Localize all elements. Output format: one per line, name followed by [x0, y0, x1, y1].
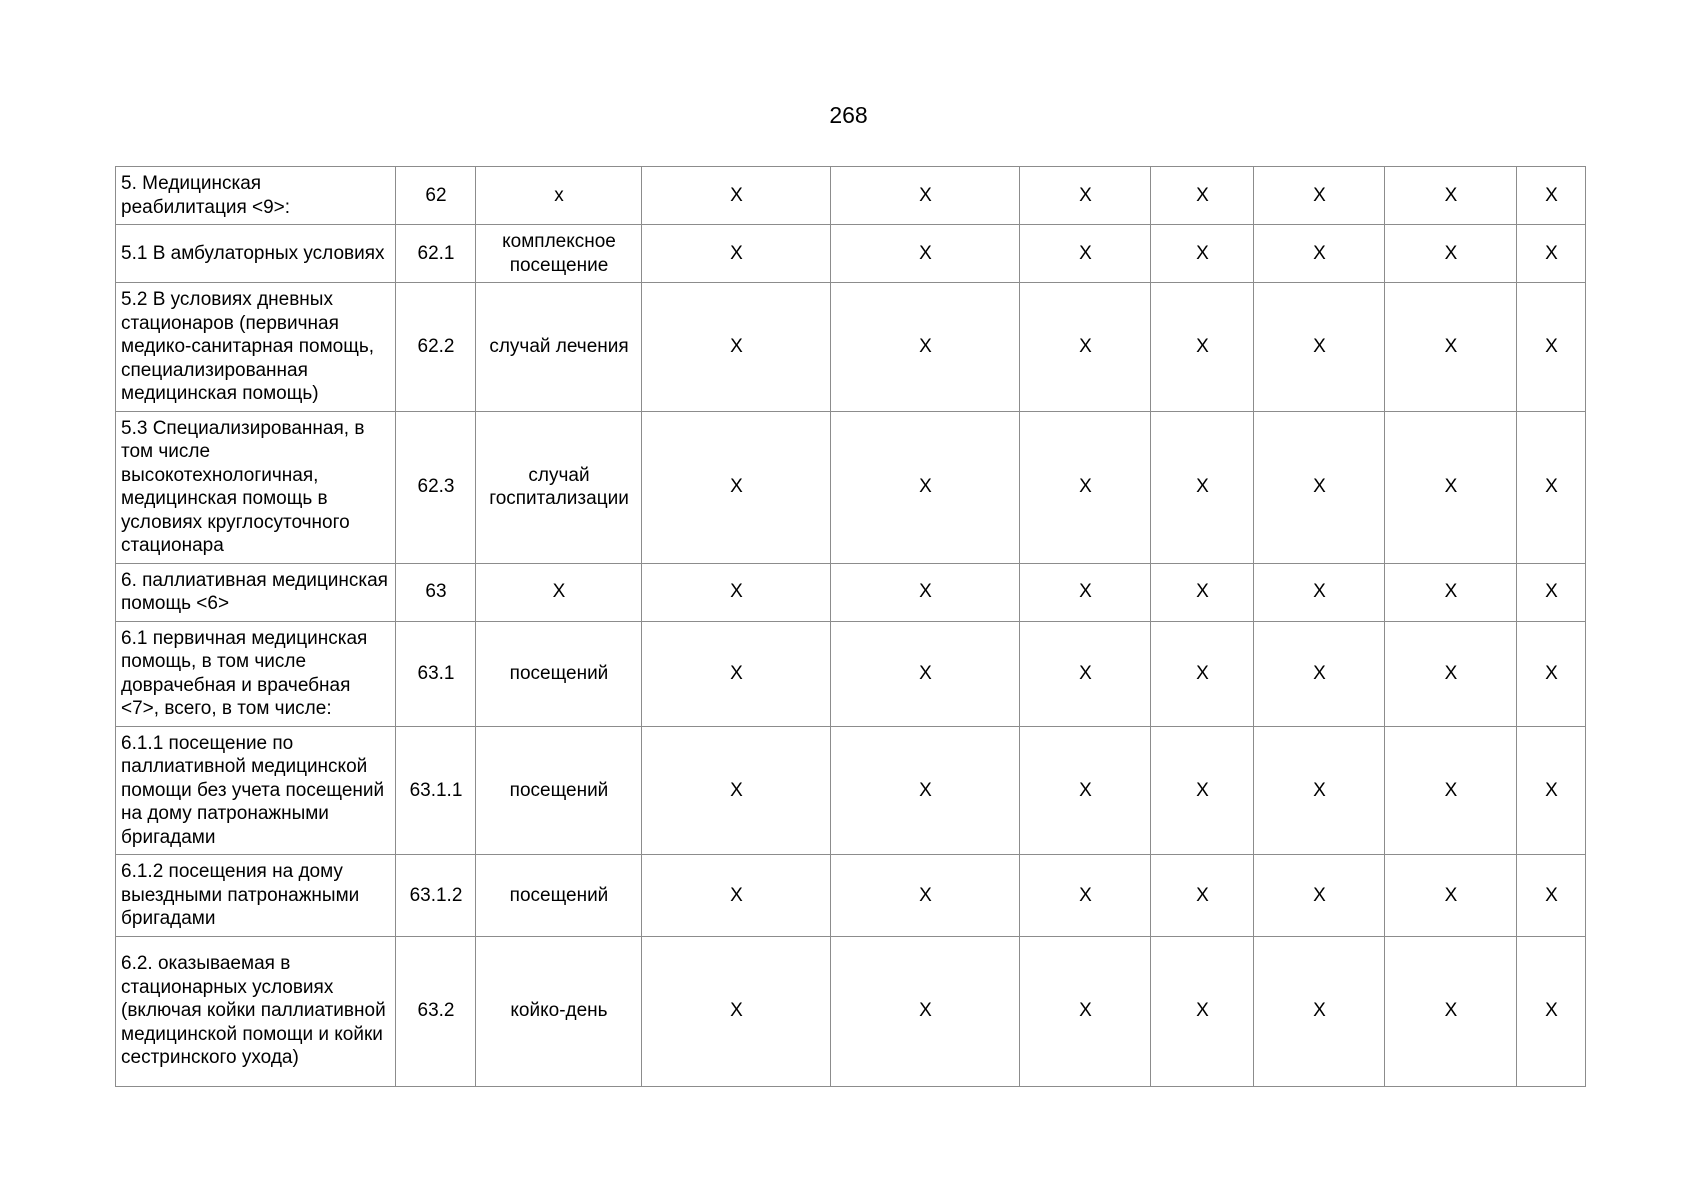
row-value-cell: X — [831, 855, 1020, 937]
row-value-cell: X — [642, 411, 831, 563]
row-value-cell: X — [831, 411, 1020, 563]
table-body — [116, 167, 1586, 1087]
row-value-cell: X — [831, 225, 1020, 283]
row-value-cell: X — [642, 225, 831, 283]
row-code-cell: 63.1.1 — [396, 726, 476, 855]
row-unit-cell: случай госпитализации — [476, 411, 642, 563]
row-value-cell: X — [1385, 855, 1517, 937]
row-value-cell: X — [1020, 225, 1151, 283]
row-value-cell: X — [1020, 283, 1151, 412]
row-value-cell: X — [1517, 283, 1586, 412]
row-name-cell: 6.1 первичная медицинская помощь, в том числе доврачебная и врачебная <7>, всего, в том числе: — [116, 621, 396, 726]
row-unit-cell: посещений — [476, 855, 642, 937]
row-value-cell: X — [1254, 283, 1385, 412]
row-value-cell: X — [1385, 563, 1517, 621]
row-value-cell: X — [1151, 167, 1254, 225]
row-name-cell: 6.1.2 посещения на дому выездными патронажными бригадами — [116, 855, 396, 937]
table-row — [116, 411, 1586, 563]
row-value-cell: X — [1151, 411, 1254, 563]
row-name-cell: 5.3 Специализированная, в том числе высокотехнологичная, медицинская помощь в условиях круглосуточного стационара — [116, 411, 396, 563]
table-row — [116, 167, 1586, 225]
row-value-cell: X — [831, 563, 1020, 621]
row-unit-cell: койко-день — [476, 936, 642, 1086]
row-code-cell: 63 — [396, 563, 476, 621]
table-row — [116, 855, 1586, 937]
row-value-cell: X — [1151, 936, 1254, 1086]
row-value-cell: X — [1254, 936, 1385, 1086]
row-unit-cell: x — [476, 167, 642, 225]
row-value-cell: X — [1254, 621, 1385, 726]
row-value-cell: X — [1385, 936, 1517, 1086]
row-value-cell: X — [831, 936, 1020, 1086]
row-name-cell: 5.1 В амбулаторных условиях — [116, 225, 396, 283]
row-value-cell: X — [1517, 225, 1586, 283]
row-value-cell: X — [1517, 167, 1586, 225]
row-value-cell: X — [1020, 563, 1151, 621]
row-unit-cell: случай лечения — [476, 283, 642, 412]
row-value-cell: X — [642, 855, 831, 937]
row-value-cell: X — [1254, 563, 1385, 621]
row-value-cell: X — [1517, 726, 1586, 855]
row-name-cell: 6. паллиативная медицинская помощь <6> — [116, 563, 396, 621]
table-row — [116, 283, 1586, 412]
table-row — [116, 726, 1586, 855]
row-value-cell: X — [1020, 167, 1151, 225]
row-value-cell: X — [642, 936, 831, 1086]
table-row — [116, 936, 1586, 1086]
row-value-cell: X — [831, 283, 1020, 412]
page-number: 268 — [829, 102, 868, 128]
row-value-cell: X — [1517, 621, 1586, 726]
row-value-cell: X — [831, 621, 1020, 726]
row-name-cell: 5.2 В условиях дневных стационаров (первичная медико-санитарная помощь, специализированная медицинская помощь) — [116, 283, 396, 412]
row-code-cell: 62.1 — [396, 225, 476, 283]
row-code-cell: 62.2 — [396, 283, 476, 412]
row-value-cell: X — [1254, 225, 1385, 283]
row-code-cell: 63.1 — [396, 621, 476, 726]
row-value-cell: X — [1385, 621, 1517, 726]
row-value-cell: X — [1385, 283, 1517, 412]
row-value-cell: X — [642, 563, 831, 621]
table-row — [116, 621, 1586, 726]
row-value-cell: X — [1385, 167, 1517, 225]
row-value-cell: X — [1020, 621, 1151, 726]
row-unit-cell: X — [476, 563, 642, 621]
table-row — [116, 563, 1586, 621]
row-value-cell: X — [1254, 726, 1385, 855]
row-value-cell: X — [1385, 726, 1517, 855]
row-value-cell: X — [642, 283, 831, 412]
row-value-cell: X — [1151, 855, 1254, 937]
row-value-cell: X — [642, 621, 831, 726]
row-value-cell: X — [831, 726, 1020, 855]
row-value-cell: X — [1517, 563, 1586, 621]
row-value-cell: X — [1254, 167, 1385, 225]
row-value-cell: X — [1385, 411, 1517, 563]
row-value-cell: X — [1254, 411, 1385, 563]
row-value-cell: X — [1517, 411, 1586, 563]
row-code-cell: 63.2 — [396, 936, 476, 1086]
row-value-cell: X — [1151, 726, 1254, 855]
row-value-cell: X — [1151, 563, 1254, 621]
row-value-cell: X — [1020, 855, 1151, 937]
table-row — [116, 225, 1586, 283]
row-unit-cell: комплексное посещение — [476, 225, 642, 283]
row-name-cell: 6.2. оказываемая в стационарных условиях (включая койки паллиативной медицинской помощи и койки сестринского ухода) — [116, 936, 396, 1086]
row-value-cell: X — [642, 167, 831, 225]
row-value-cell: X — [831, 167, 1020, 225]
row-value-cell: X — [1517, 936, 1586, 1086]
row-value-cell: X — [1151, 283, 1254, 412]
row-value-cell: X — [642, 726, 831, 855]
row-value-cell: X — [1020, 411, 1151, 563]
row-code-cell: 62 — [396, 167, 476, 225]
row-value-cell: X — [1020, 726, 1151, 855]
row-code-cell: 63.1.2 — [396, 855, 476, 937]
row-unit-cell: посещений — [476, 621, 642, 726]
row-name-cell: 5. Медицинская реабилитация <9>: — [116, 167, 396, 225]
data-table — [115, 166, 1586, 1087]
row-code-cell: 62.3 — [396, 411, 476, 563]
row-unit-cell: посещений — [476, 726, 642, 855]
row-value-cell: X — [1254, 855, 1385, 937]
row-value-cell: X — [1385, 225, 1517, 283]
row-value-cell: X — [1151, 225, 1254, 283]
row-name-cell: 6.1.1 посещение по паллиативной медицинской помощи без учета посещений на дому патронажными бригадами — [116, 726, 396, 855]
row-value-cell: X — [1151, 621, 1254, 726]
row-value-cell: X — [1517, 855, 1586, 937]
row-value-cell: X — [1020, 936, 1151, 1086]
